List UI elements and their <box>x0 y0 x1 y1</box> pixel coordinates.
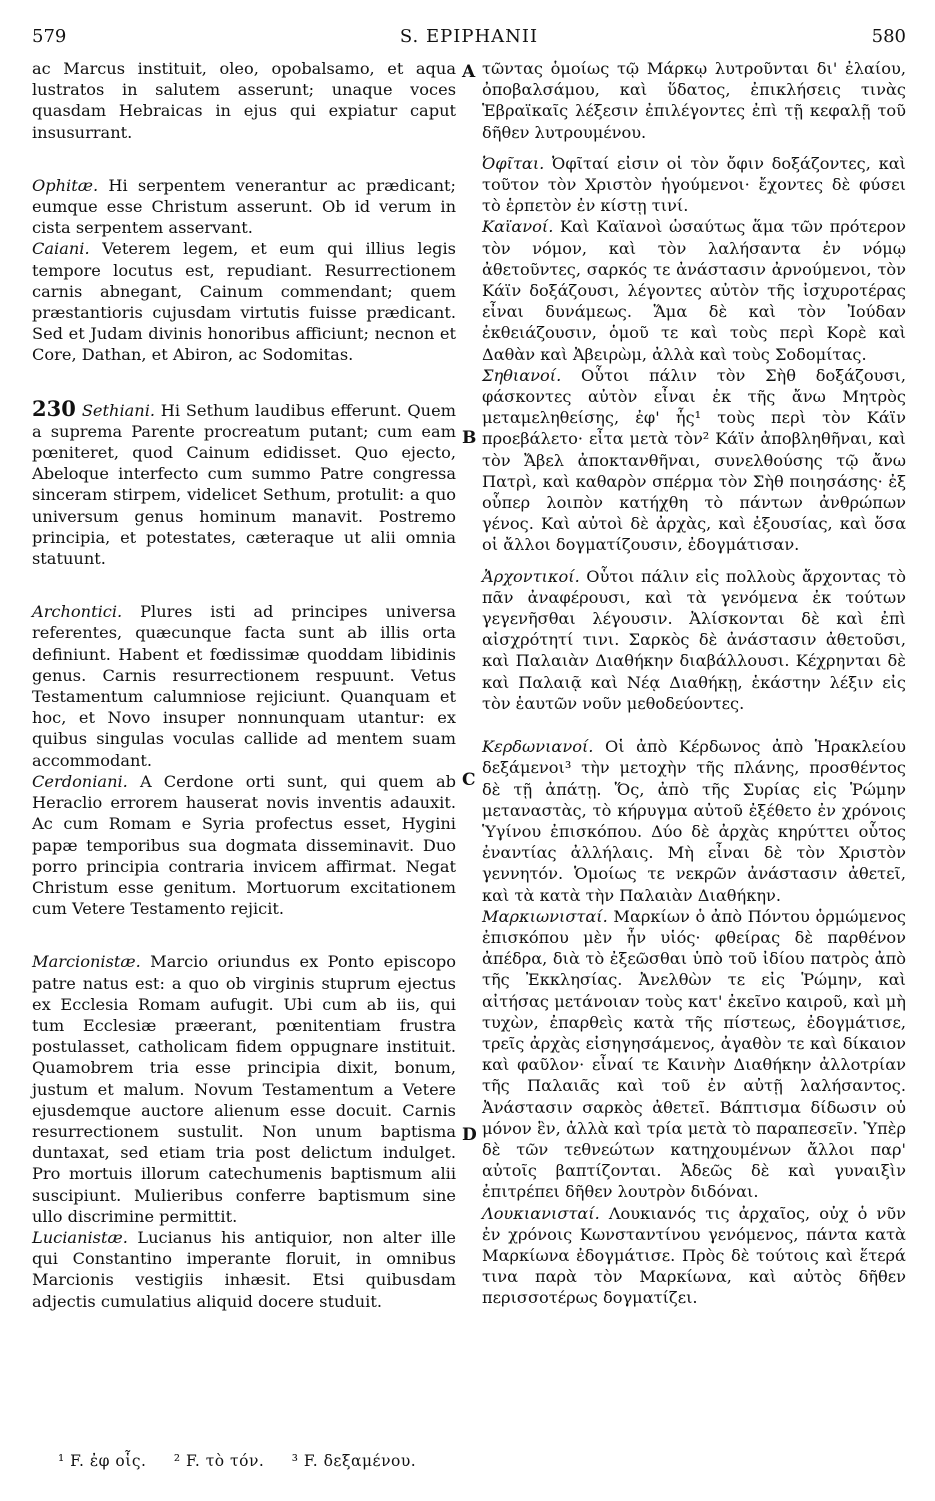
paragraph-text: Veterem legem, et eum qui illius legis tempore locutus est, repudiant. Resurrectionem carnis abnegant, Cainum commendant; quem præstantioris cujusdam virtutis fuisse prædicant. Sed et Judam divinis honoribus afficiunt; necnon et Core, Dathan, et Abiron, ac Sodomitas. <box>32 239 456 365</box>
greek-paragraph-intro: τῶντας ὁμοίως τῷ Μάρκῳ λυτροῦνται δι' ἐλαίου, ὀποβαλσάμου, καὶ ὕδατος, ἐπικλήσεις τινὰς Ἑβραϊκαῖς λέξεσιν ἐπιλέγοντες ἐπὶ τῇ κεφαλῇ τοῦ δῆθεν λυτρουμένου. <box>482 59 906 142</box>
margin-letter-a: A <box>462 62 476 82</box>
paragraph-text: Οἱ ἀπὸ Κέρδωνος ἀπὸ Ἡρακλείου δεξάμενοι³ τὴν μετοχὴν τῆς πλάνης, προσθέντος δὲ τῇ ἀπάτῃ. Ὅς, ἀπὸ τῆς Συρίας εἰς Ῥώμην μεταναστὰς, τὸ κήρυγμα αὐτοῦ ἐξέθετο ἐν χρόνοις Ὑγίνου ἐπισκόπου. Δύο δὲ ἀρχὰς κηρύττει οὗτος ἐναντίας ἀλλήλαις. Μὴ εἶναι δὲ τὸν Χριστὸν γεννητόν. Ὁμοίως τε νεκρῶν ἀνάστασιν ἀθετεῖ, καὶ τὰ κατὰ τὴν Παλαιὰν Διαθήκην. <box>482 737 906 905</box>
section-heading: Κερδωνιανοί. <box>482 737 594 757</box>
margin-letter-c: C <box>462 770 476 790</box>
greek-paragraph-ophitae <box>482 153 906 217</box>
greek-column <box>482 58 906 1309</box>
chapter-number: 230 <box>32 395 76 421</box>
latin-paragraph-ophitae <box>32 175 456 239</box>
section-heading: Sethiani. <box>81 400 156 420</box>
latin-paragraph-sethiani <box>32 395 456 570</box>
latin-paragraph-cerdoniani <box>32 771 456 919</box>
paragraph-text: Καὶ Καϊανοὶ ὡσαύτως ἅμα τῶν πρότερον τὸν νόμον, καὶ τὸν λαλήσαντα ἐν νόμῳ ἀθετοῦντες, σαρκός τε ἀνάστασιν ἀρνούμενοι, τὸν Κάϊν δοξάζουσι, λέγοντες αὐτὸν τῆς ἰσχυροτέρας εἶναι δυνάμεως. Ἅμα δὲ καὶ τὸν Ἰούδαν ἐκθειάζουσιν, ὁμοῦ τε καὶ τοὺς περὶ Κορὲ καὶ Δαθὰν καὶ Ἀβειρὼμ, ἀλλὰ καὶ τοὺς Σοδομίτας. <box>482 217 906 364</box>
greek-paragraph-archontici <box>482 566 906 714</box>
section-heading: Καϊανοί. <box>482 217 554 237</box>
section-heading: Lucianistæ. <box>32 1227 128 1247</box>
paragraph-text: Οὗτοι πάλιν εἰς πολλοὺς ἄρχοντας τὸ πᾶν ἀναφέρουσι, καὶ τὰ γενόμενα ἐκ τούτων γεγενῆσθαι λέγουσιν. Ἀλίσκονται δὲ καὶ ἐπὶ αἰσχρότητί τινι. Σαρκὸς δὲ ἀνάστασιν ἀθετοῦσι, καὶ Παλαιὰν Διαθήκην διαβάλλουσι. Κέχρηνται δὲ καὶ Παλαιᾷ καὶ Νέᾳ Διαθήκῃ, ἑκάστην λέξιν εἰς τὸν ἑαυτῶν νοῦν μεθοδεύοντες. <box>482 566 906 713</box>
paragraph-text: Μαρκίων ὁ ἀπὸ Πόντου ὁρμώμενος ἐπισκόπου μὲν ἦν υἱός· φθείρας δὲ παρθένον ἀπέδρα, διὰ τὸ ἐξεῶσθαι ὑπὸ τοῦ ἰδίου πατρὸς ἀπὸ τῆς Ἐκκλησίας. Ἀνελθὼν τε εἰς Ῥώμην, καὶ αἰτήσας μετάνοιαν τοὺς κατ' ἐκεῖνο καιροῦ, καὶ μὴ τυχὼν, ἐπαρθεὶς κατὰ τῆς πίστεως, ἐδογμάτισε, τρεῖς ἀρχὰς εἰσηγησάμενος, ἀγαθὸν τε καὶ δίκαιον καὶ φαῦλον· εἶναί τε Καινὴν Διαθήκην ἀλλοτρίαν τῆς Παλαιᾶς καὶ τοῦ ἐν αὐτῇ λαλήσαντος. Ἀνάστασιν σαρκὸς ἀθετεῖ. Βάπτισμα δίδωσιν οὐ μόνον ἓν, ἀλλὰ καὶ τρία μετὰ τὸ παραπεσεῖν. Ὑπὲρ δὲ τῶν τεθνεώτων κατηχουμένων ἄλλοι παρ' αὐτοῖς βαπτίζονται. Ἀδεῶς δὲ καὶ γυναιξὶν ἐπιτρέπει δῆθεν λουτρὸν διδόναι. <box>482 906 906 1202</box>
paragraph-text: Plures isti ad principes universa referentes, quæcunque facta sunt ab illis orta definiunt. Habent et fœdissimæ quoddam libidinis genus. Carnis resurrectionem respuunt. Vetus Testamentum calumniose rejiciunt. Quanquam et hoc, et Novo insuper nonnunquam utantur: ex quibus singulas voculas callide ad mentem suam accommodant. <box>32 602 456 770</box>
paragraph-text: Marcio oriundus ex Ponto episcopo patre natus est: a quo ob virginis stuprum ejectus ex Ecclesia Romam aufugit. Ubi cum ab iis, qui tum Ecclesiæ præerant, pœnitentiam frustra postulasset, catholicam fidem oppugnare instituit. Quamobrem tria esse principia dixit, bonum, justum et malum. Novum Testamentum a Vetere ejusdemque auctore alienum esse docuit. Carnis resurrectionem sustulit. Non unum baptisma duntaxat, sed etiam tria post delictum indulget. Pro mortuis illorum catechumenis baptismum alii suscipiunt. Mulieribus conferre baptismum sine ullo discrimine permittit. <box>32 952 456 1226</box>
section-heading: Σηθιανοί. <box>482 365 562 385</box>
footnote-1: ¹ F. ἐφ οἷς. <box>58 1452 147 1470</box>
footnotes <box>58 1452 438 1470</box>
section-heading: Ophitæ. <box>32 175 99 195</box>
greek-paragraph-caiani <box>482 216 906 364</box>
footnote-2: ² F. τὸ τόν. <box>173 1452 265 1470</box>
page-number-right: 580 <box>871 26 906 47</box>
paragraph-text: Ὀφῖταί εἰσιν οἱ τὸν ὄφιν δοξάζοντες, καὶ τοῦτον τὸν Χριστὸν ἡγούμενοι· ἔχοντες δὲ φύσει τὸ ἑρπετὸν ἐν κίστῃ τινί. <box>482 153 906 216</box>
section-heading: Μαρκιωνισταί. <box>482 906 608 926</box>
latin-paragraph-archontici <box>32 601 456 771</box>
paragraph-text: Hi serpentem venerantur ac prædicant; eumque esse Christum asserunt. Ob id verum in cista serpentem asservant. <box>32 175 456 238</box>
paragraph-text: Hi Sethum laudibus efferunt. Quem a suprema Parente procreatum putant; cum eam pœniteret, quod Cainum edidisset. Quo ejecto, Abeloque interfecto cum summo Patre congressa sinceram stirpem, videlicet Sethum, protulit: a quo universum genus hominum manavit. Postremo principia, et potestates, cæteraque ut alii omnia statuunt. <box>32 400 456 569</box>
paragraph-text: A Cerdone orti sunt, qui quem ab Heraclio errorem hauserat novis inventis adauxit. Ac cum Romam e Syria profectus esset, Hygini papæ temporibus sua dogmata disseminavit. Duo porro principia contraria invicem affirmat. Negat Christum esse genitum. Mortuorum excitationem cum Vetere Testamento rejicit. <box>32 771 456 919</box>
page-number-left: 579 <box>32 26 67 47</box>
margin-letter-b: B <box>462 428 477 448</box>
latin-column <box>32 58 456 1312</box>
latin-paragraph-intro: ac Marcus instituit, oleo, opobalsamo, et aqua lustratos in salutem asserunt; unaque voces quasdam Hebraicas in ejus qui expiatur caput insusurrant. <box>32 59 456 142</box>
greek-paragraph-marcionistae <box>482 906 906 1203</box>
paragraph-text: Οὗτοι πάλιν τὸν Σὴθ δοξάζουσι, φάσκοντες αὐτὸν εἶναι ἐκ τῆς ἄνω Μητρὸς μεταμεληθείσης, ἐφ' ἧς¹ τοὺς περὶ τὸν Κάϊν προεβάλετο· εἶτα μετὰ τὸν² Κάϊν ἀποβληθῆναι, καὶ τὸν Ἄβελ ἀποκτανθῆναι, συνελθούσης τῷ ἄνω Πατρὶ, καὶ καθαρὸν σπέρμα τὸν Σὴθ ποιησάσης· ἐξ οὗπερ λοιπὸν κατήχθη τὸ πάντων ἀνθρώπων γένος. Καὶ αὐτοὶ δὲ ἀρχὰς, καὶ ἐξουσίας, καὶ ὅσα οἱ ἄλλοι δογματίζουσιν, ἐδογμάτισαν. <box>482 365 906 555</box>
section-heading: Ἀρχοντικοί. <box>482 566 580 586</box>
running-header <box>32 26 906 52</box>
paragraph-text: Lucianus his antiquior, non alter ille qui Constantino imperante floruit, in omnibus Marcionis vestigiis inhæsit. Etsi quibusdam adjectis cumulatius aliquid docere studuit. <box>32 1227 456 1311</box>
footnote-3: ³ F. δεξαμένου. <box>291 1452 417 1470</box>
section-heading: Marcionistæ. <box>32 952 141 972</box>
greek-paragraph-lucianistae <box>482 1203 906 1309</box>
section-heading: Cerdoniani. <box>32 771 128 791</box>
latin-paragraph-caiani <box>32 238 456 365</box>
paragraph-text: Λουκιανός τις ἀρχαῖος, οὐχ ὁ νῦν ἐν χρόνοις Κωνσταντίνου γενόμενος, πάντα κατὰ Μαρκίωνα ἐδογμάτισε. Πρὸς δὲ τούτοις καὶ ἕτερά τινα παρὰ τὸν Μαρκίωνα, καὶ αὐτὸς δῆθεν περισσοτέρως δογματίζει. <box>482 1203 906 1308</box>
section-heading: Caiani. <box>32 239 90 259</box>
greek-paragraph-sethiani <box>482 365 906 556</box>
greek-paragraph-cerdoniani <box>482 736 906 906</box>
section-heading: Ὀφῖται. <box>482 153 545 173</box>
section-heading: Archontici. <box>32 602 123 622</box>
margin-letter-d: D <box>462 1125 477 1145</box>
latin-paragraph-lucianistae <box>32 1227 456 1312</box>
running-title: S. EPIPHANII <box>399 26 539 47</box>
section-heading: Λουκιανισταί. <box>482 1203 600 1223</box>
latin-paragraph-marcionistae <box>32 951 456 1227</box>
